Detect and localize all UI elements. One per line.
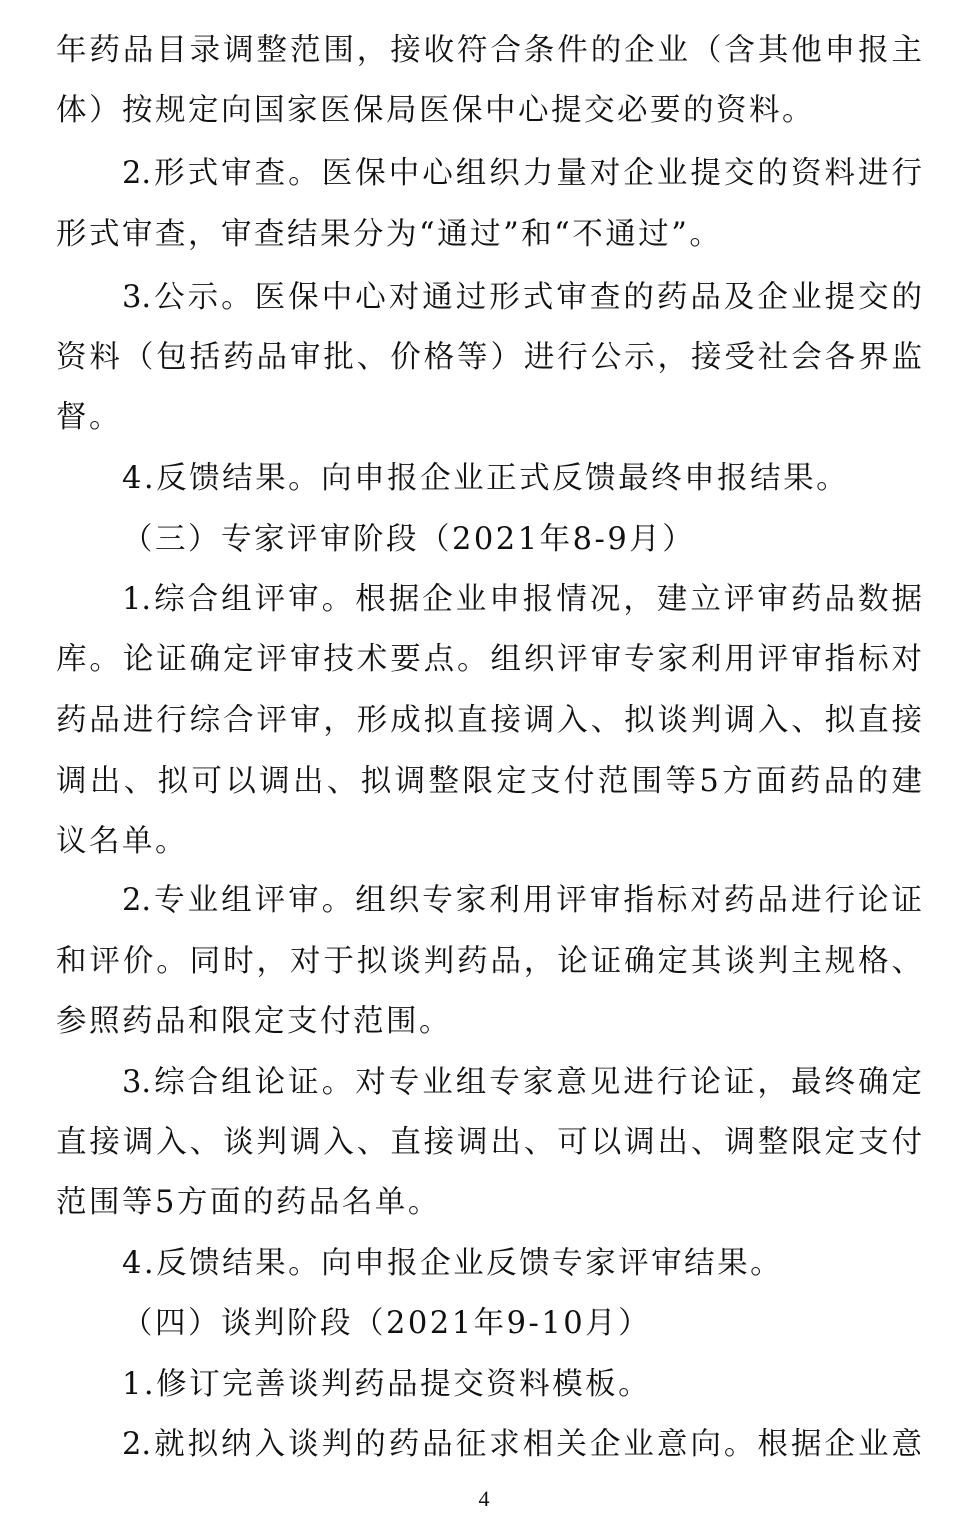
text-line: 直接调入、谈判调入、直接调出、可以调出、调整限定支付: [56, 1125, 922, 1160]
list-item-line: 1.修订完善谈判药品提交资料模板。: [122, 1367, 652, 1402]
text-line: 和评价。同时，对于拟谈判药品，论证确定其谈判主规格、: [56, 944, 922, 979]
list-item-line: 1.综合组评审。根据企业申报情况，建立评审药品数据: [122, 582, 922, 617]
text-line: 议名单。: [56, 824, 188, 859]
list-item-line: 4.反馈结果。向申报企业反馈专家评审结果。: [122, 1246, 784, 1281]
text-line: 年药品目录调整范围，接收符合条件的企业（含其他申报主: [56, 33, 922, 68]
text-line: 资料（包括药品审批、价格等）进行公示，接受社会各界监: [56, 340, 922, 375]
text-line: 体）按规定向国家医保局医保中心提交必要的资料。: [56, 93, 815, 128]
section-heading: （三）专家评审阶段（2021年8-9月）: [122, 522, 696, 557]
text-line: 范围等5方面的药品名单。: [56, 1185, 441, 1220]
text-line: 药品进行综合评审，形成拟直接调入、拟谈判调入、拟直接: [56, 703, 922, 738]
text-line: 调出、拟可以调出、拟调整限定支付范围等5方面药品的建: [56, 764, 922, 799]
list-item-line: 3.公示。医保中心对通过形式审查的药品及企业提交的: [122, 280, 922, 315]
list-item-line: 3.综合组论证。对专业组专家意见进行论证，最终确定: [122, 1065, 922, 1100]
text-line: 库。论证确定评审技术要点。组织评审专家利用评审指标对: [56, 642, 922, 677]
list-item-line: 4.反馈结果。向申报企业正式反馈最终申报结果。: [122, 461, 850, 496]
text-line: 形式审查，审查结果分为“通过”和“不通过”。: [56, 217, 723, 252]
list-item-line: 2.形式审查。医保中心组织力量对企业提交的资料进行: [122, 156, 922, 191]
list-item-line: 2.就拟纳入谈判的药品征求相关企业意向。根据企业意: [122, 1427, 922, 1462]
text-line: 参照药品和限定支付范围。: [56, 1004, 452, 1039]
text-line: 督。: [56, 400, 122, 435]
list-item-line: 2.专业组评审。组织专家利用评审指标对药品进行论证: [122, 883, 922, 918]
page-number: 4: [478, 1486, 490, 1511]
section-heading: （四）谈判阶段（2021年9-10月）: [122, 1306, 652, 1341]
